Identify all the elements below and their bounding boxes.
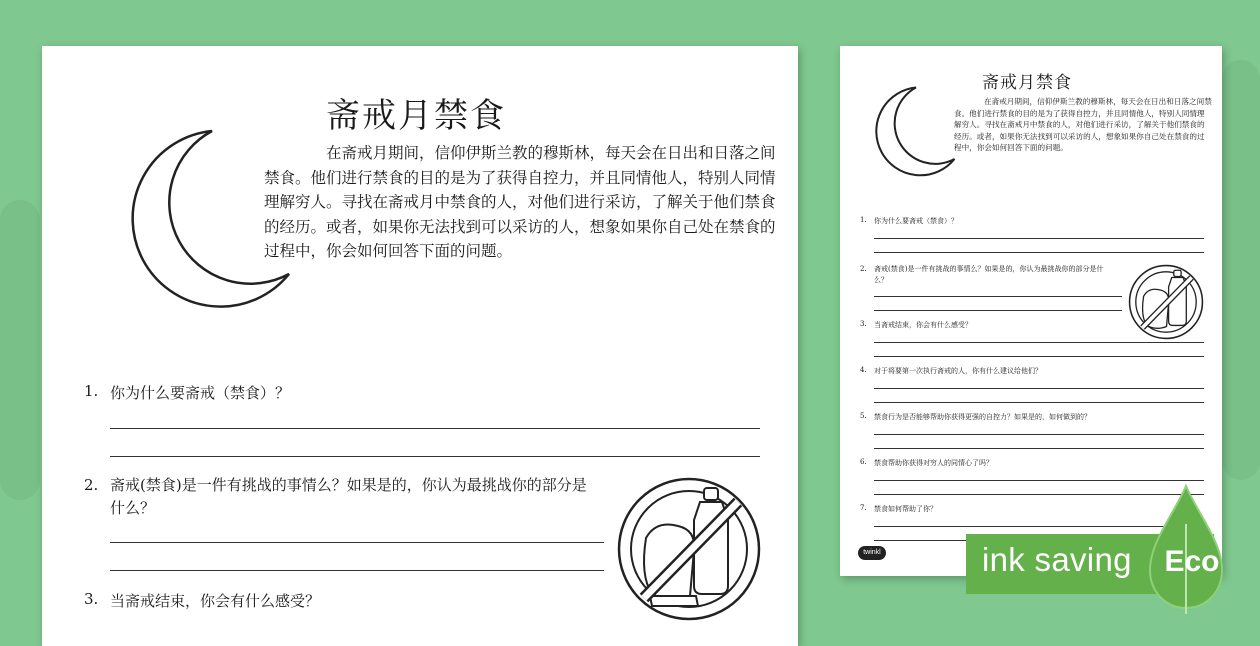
question-number: 7. [860, 504, 867, 512]
answer-line[interactable] [874, 342, 1204, 343]
answer-line[interactable] [874, 448, 1204, 449]
question-number: 3. [860, 320, 867, 328]
no-food-drink-icon [1128, 264, 1204, 340]
ink-saving-label: ink saving [982, 541, 1132, 578]
intro-paragraph: 在斋戒月期间，信仰伊斯兰教的穆斯林，每天会在日出和日落之间禁食。他们进行禁食的目的是为了获得自控力，并且同情他人，特别人同情理解穷人。寻找在斋戒月中禁食的人，对他们进行采访，了解关于他们禁食的经历。或者，如果你无法找到可以采访的人，想象如果你自己处在禁食的过程中，你会如何回答下面的问题。 [954, 97, 1212, 153]
answer-line[interactable] [110, 428, 760, 429]
eco-label: Eco [1164, 545, 1220, 578]
question-number: 6. [860, 458, 867, 466]
answer-line[interactable] [874, 480, 1204, 481]
question-number: 1. [84, 382, 99, 400]
answer-line[interactable] [874, 388, 1204, 389]
crescent-moon-icon [856, 84, 956, 176]
question-1 [84, 382, 290, 403]
question-1 [860, 216, 958, 226]
answer-line[interactable] [874, 310, 1122, 311]
answer-line[interactable] [874, 252, 1204, 253]
question-number: 2. [860, 265, 867, 273]
question-text: 你为什么要斋戒（禁食）？ [110, 384, 291, 402]
question-6 [860, 458, 993, 468]
no-food-drink-icon [616, 476, 762, 622]
question-2 [860, 264, 1120, 286]
question-number: 5. [860, 412, 867, 420]
answer-line[interactable] [874, 296, 1122, 297]
question-number: 4. [860, 366, 867, 374]
answer-line[interactable] [110, 570, 604, 571]
question-number: 2. [84, 476, 99, 494]
worksheet-title: 斋戒月禁食 [326, 96, 506, 136]
question-number: 1. [860, 216, 867, 224]
answer-line[interactable] [874, 434, 1204, 435]
answer-line[interactable] [110, 456, 760, 457]
worksheet-page-large [42, 46, 798, 646]
question-text: 禁食行为是否能够帮助你获得更强的自控力？如果是的，如何做到的？ [874, 413, 1091, 421]
question-4 [860, 366, 1042, 376]
crescent-moon-icon [92, 126, 292, 306]
question-number: 3. [84, 590, 99, 608]
background-shape [1222, 60, 1260, 480]
answer-line[interactable] [874, 402, 1204, 403]
answer-line[interactable] [874, 356, 1204, 357]
question-2 [84, 474, 604, 520]
question-text: 你为什么要斋戒（禁食）？ [874, 217, 958, 225]
worksheet-title: 斋戒月禁食 [982, 73, 1072, 93]
question-3 [860, 320, 972, 330]
answer-line[interactable] [874, 238, 1204, 239]
answer-line[interactable] [110, 542, 604, 543]
twinkl-logo: twinkl [858, 546, 886, 560]
question-text: 当斋戒结束，你会有什么感受？ [110, 592, 321, 610]
intro-paragraph: 在斋戒月期间，信仰伊斯兰教的穆斯林，每天会在日出和日落之间禁食。他们进行禁食的目的是为了获得自控力，并且同情他人，特别人同情理解穷人。寻找在斋戒月中禁食的人，对他们进行采访，了解关于他们禁食的经历。或者，如果你无法找到可以采访的人，想象如果你自己处在禁食的过程中，你会如何回答下面的问题。 [264, 144, 776, 260]
question-text: 禁食如何帮助了你？ [874, 505, 937, 513]
question-3 [84, 590, 320, 611]
question-text: 当斋戒结束，你会有什么感受？ [874, 321, 972, 329]
question-text: 斋戒(禁食)是一件有挑战的事情么？如果是的，你认为最挑战你的部分是什么？ [110, 476, 587, 517]
background-shape [0, 200, 40, 500]
question-5 [860, 412, 1091, 422]
question-text: 对于将要第一次执行斋戒的人，你有什么建议给他们？ [874, 367, 1042, 375]
question-7 [860, 504, 937, 514]
question-text: 斋戒(禁食)是一件有挑战的事情么？如果是的，你认为最挑战你的部分是什么？ [874, 265, 1104, 284]
question-text: 禁食帮助你获得对穷人的同情心了吗？ [874, 459, 993, 467]
